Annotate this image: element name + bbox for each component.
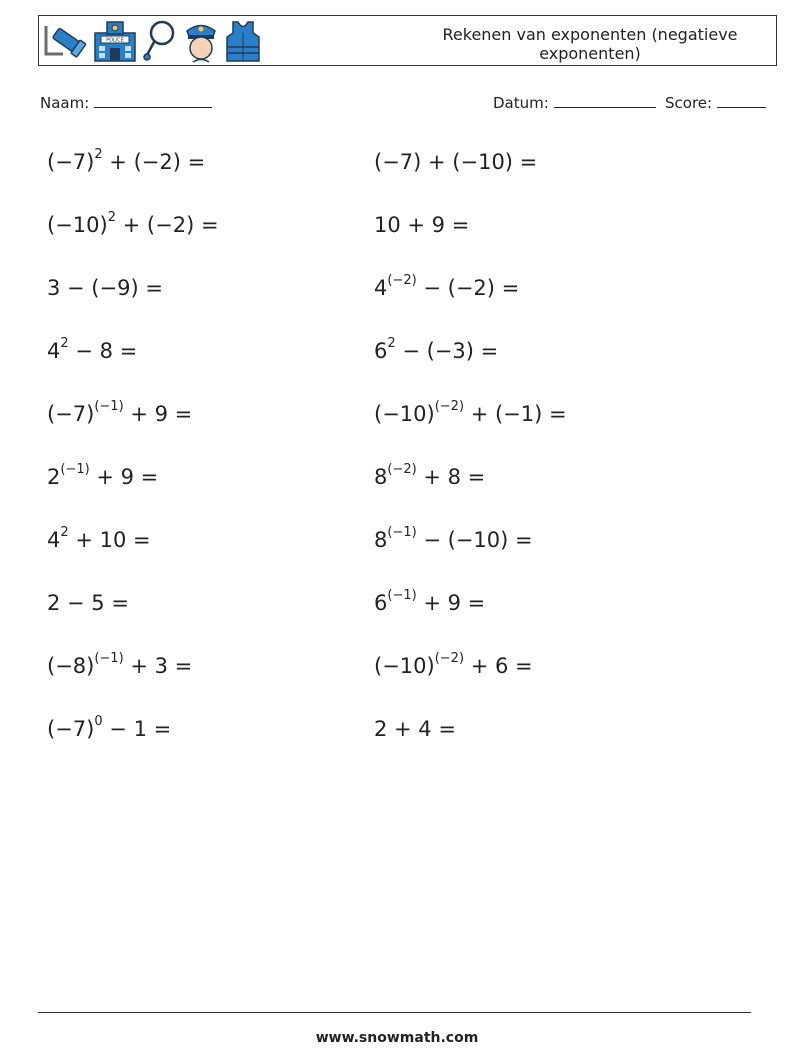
problem-rest: − 8 = <box>68 339 138 363</box>
problem-base: (−10) <box>374 402 435 426</box>
problem-right-10 <box>374 717 456 741</box>
name-label: Naam: <box>40 94 90 112</box>
name-blank[interactable] <box>94 93 212 108</box>
problem-left-10 <box>47 714 172 741</box>
problem-rest: + 10 = <box>68 528 151 552</box>
problem-exponent: 2 <box>107 210 116 225</box>
problem-rest: + 6 = <box>464 654 533 678</box>
score-label: Score: <box>665 94 713 112</box>
problem-right-8 <box>374 588 486 615</box>
problem-base: (−8) <box>47 654 95 678</box>
problem-exponent: 2 <box>387 336 396 351</box>
problem-left-7 <box>47 525 151 552</box>
problem-base: 2 + 4 = <box>374 717 456 741</box>
problem-left-1 <box>47 147 206 174</box>
problem-base: 4 <box>47 528 61 552</box>
police-officer-icon <box>183 19 219 63</box>
station-sign-text: POLICE <box>106 37 124 44</box>
problem-exponent: 2 <box>60 525 69 540</box>
name-field[interactable] <box>40 93 212 112</box>
problem-right-3 <box>374 273 520 300</box>
problem-base: (−7) <box>47 402 95 426</box>
problem-base: (−7) <box>47 150 95 174</box>
problem-exponent: (−1) <box>387 525 417 540</box>
problem-right-4 <box>374 336 499 363</box>
problem-right-1 <box>374 150 537 174</box>
problem-base: 10 + 9 = <box>374 213 470 237</box>
problem-exponent: (−1) <box>94 651 124 666</box>
problem-left-6 <box>47 462 159 489</box>
problem-base: (−7) + (−10) = <box>374 150 538 174</box>
worksheet-header <box>38 15 777 66</box>
problem-base: 4 <box>374 276 388 300</box>
problem-left-8 <box>47 591 129 615</box>
problem-rest: + (−2) = <box>115 213 219 237</box>
problem-exponent: (−1) <box>94 399 124 414</box>
problem-base: 6 <box>374 339 388 363</box>
problem-rest: − (−3) = <box>395 339 499 363</box>
problem-exponent: (−2) <box>387 462 417 477</box>
date-field[interactable] <box>493 93 656 112</box>
bulletproof-vest-icon <box>225 19 261 63</box>
problem-rest: + 9 = <box>89 465 159 489</box>
magnifier-icon <box>143 19 177 63</box>
header-icons <box>43 18 261 64</box>
problem-rest: + 9 = <box>123 402 193 426</box>
problem-base: 8 <box>374 528 388 552</box>
problem-exponent: (−2) <box>434 651 465 666</box>
problem-base: (−10) <box>374 654 435 678</box>
problem-base: 8 <box>374 465 388 489</box>
problem-left-4 <box>47 336 138 363</box>
problem-rest: − 1 = <box>102 717 172 741</box>
problem-rest: + 9 = <box>416 591 486 615</box>
problem-rest: + (−1) = <box>464 402 567 426</box>
score-blank[interactable] <box>717 93 766 108</box>
problem-rest: + 3 = <box>123 654 193 678</box>
problem-base: 4 <box>47 339 61 363</box>
problem-exponent: 2 <box>94 147 103 162</box>
flashlight-icon <box>43 20 87 62</box>
problem-exponent: (−1) <box>387 588 417 603</box>
footer-url: www.snowmath.com <box>315 1030 479 1046</box>
date-label: Datum: <box>493 94 549 112</box>
problem-exponent: (−1) <box>60 462 90 477</box>
problem-right-5 <box>374 399 567 426</box>
problem-right-9 <box>374 651 533 678</box>
problem-base: 6 <box>374 591 388 615</box>
problem-right-7 <box>374 525 533 552</box>
problem-left-3 <box>47 276 163 300</box>
problem-rest: − (−2) = <box>416 276 520 300</box>
date-blank[interactable] <box>554 93 656 108</box>
problem-base: (−10) <box>47 213 108 237</box>
problem-left-5 <box>47 399 193 426</box>
score-field[interactable] <box>665 93 766 112</box>
problem-rest: + (−2) = <box>102 150 206 174</box>
police-station-icon <box>93 19 137 63</box>
problem-base: 2 <box>47 465 61 489</box>
problem-base: (−7) <box>47 717 95 741</box>
problem-rest: + 8 = <box>416 465 486 489</box>
problem-base: 3 − (−9) = <box>47 276 163 300</box>
problem-exponent: 0 <box>94 714 103 729</box>
problem-right-2 <box>374 213 469 237</box>
problem-left-2 <box>47 210 219 237</box>
problem-rest: − (−10) = <box>416 528 533 552</box>
problem-exponent: 2 <box>60 336 69 351</box>
worksheet-title: Rekenen van exponenten (negatieve exponenten) <box>442 25 738 63</box>
problem-left-9 <box>47 651 193 678</box>
problem-right-6 <box>374 462 486 489</box>
problem-base: 2 − 5 = <box>47 591 129 615</box>
problem-exponent: (−2) <box>387 273 417 288</box>
footer-divider <box>38 1012 751 1013</box>
problem-exponent: (−2) <box>434 399 465 414</box>
